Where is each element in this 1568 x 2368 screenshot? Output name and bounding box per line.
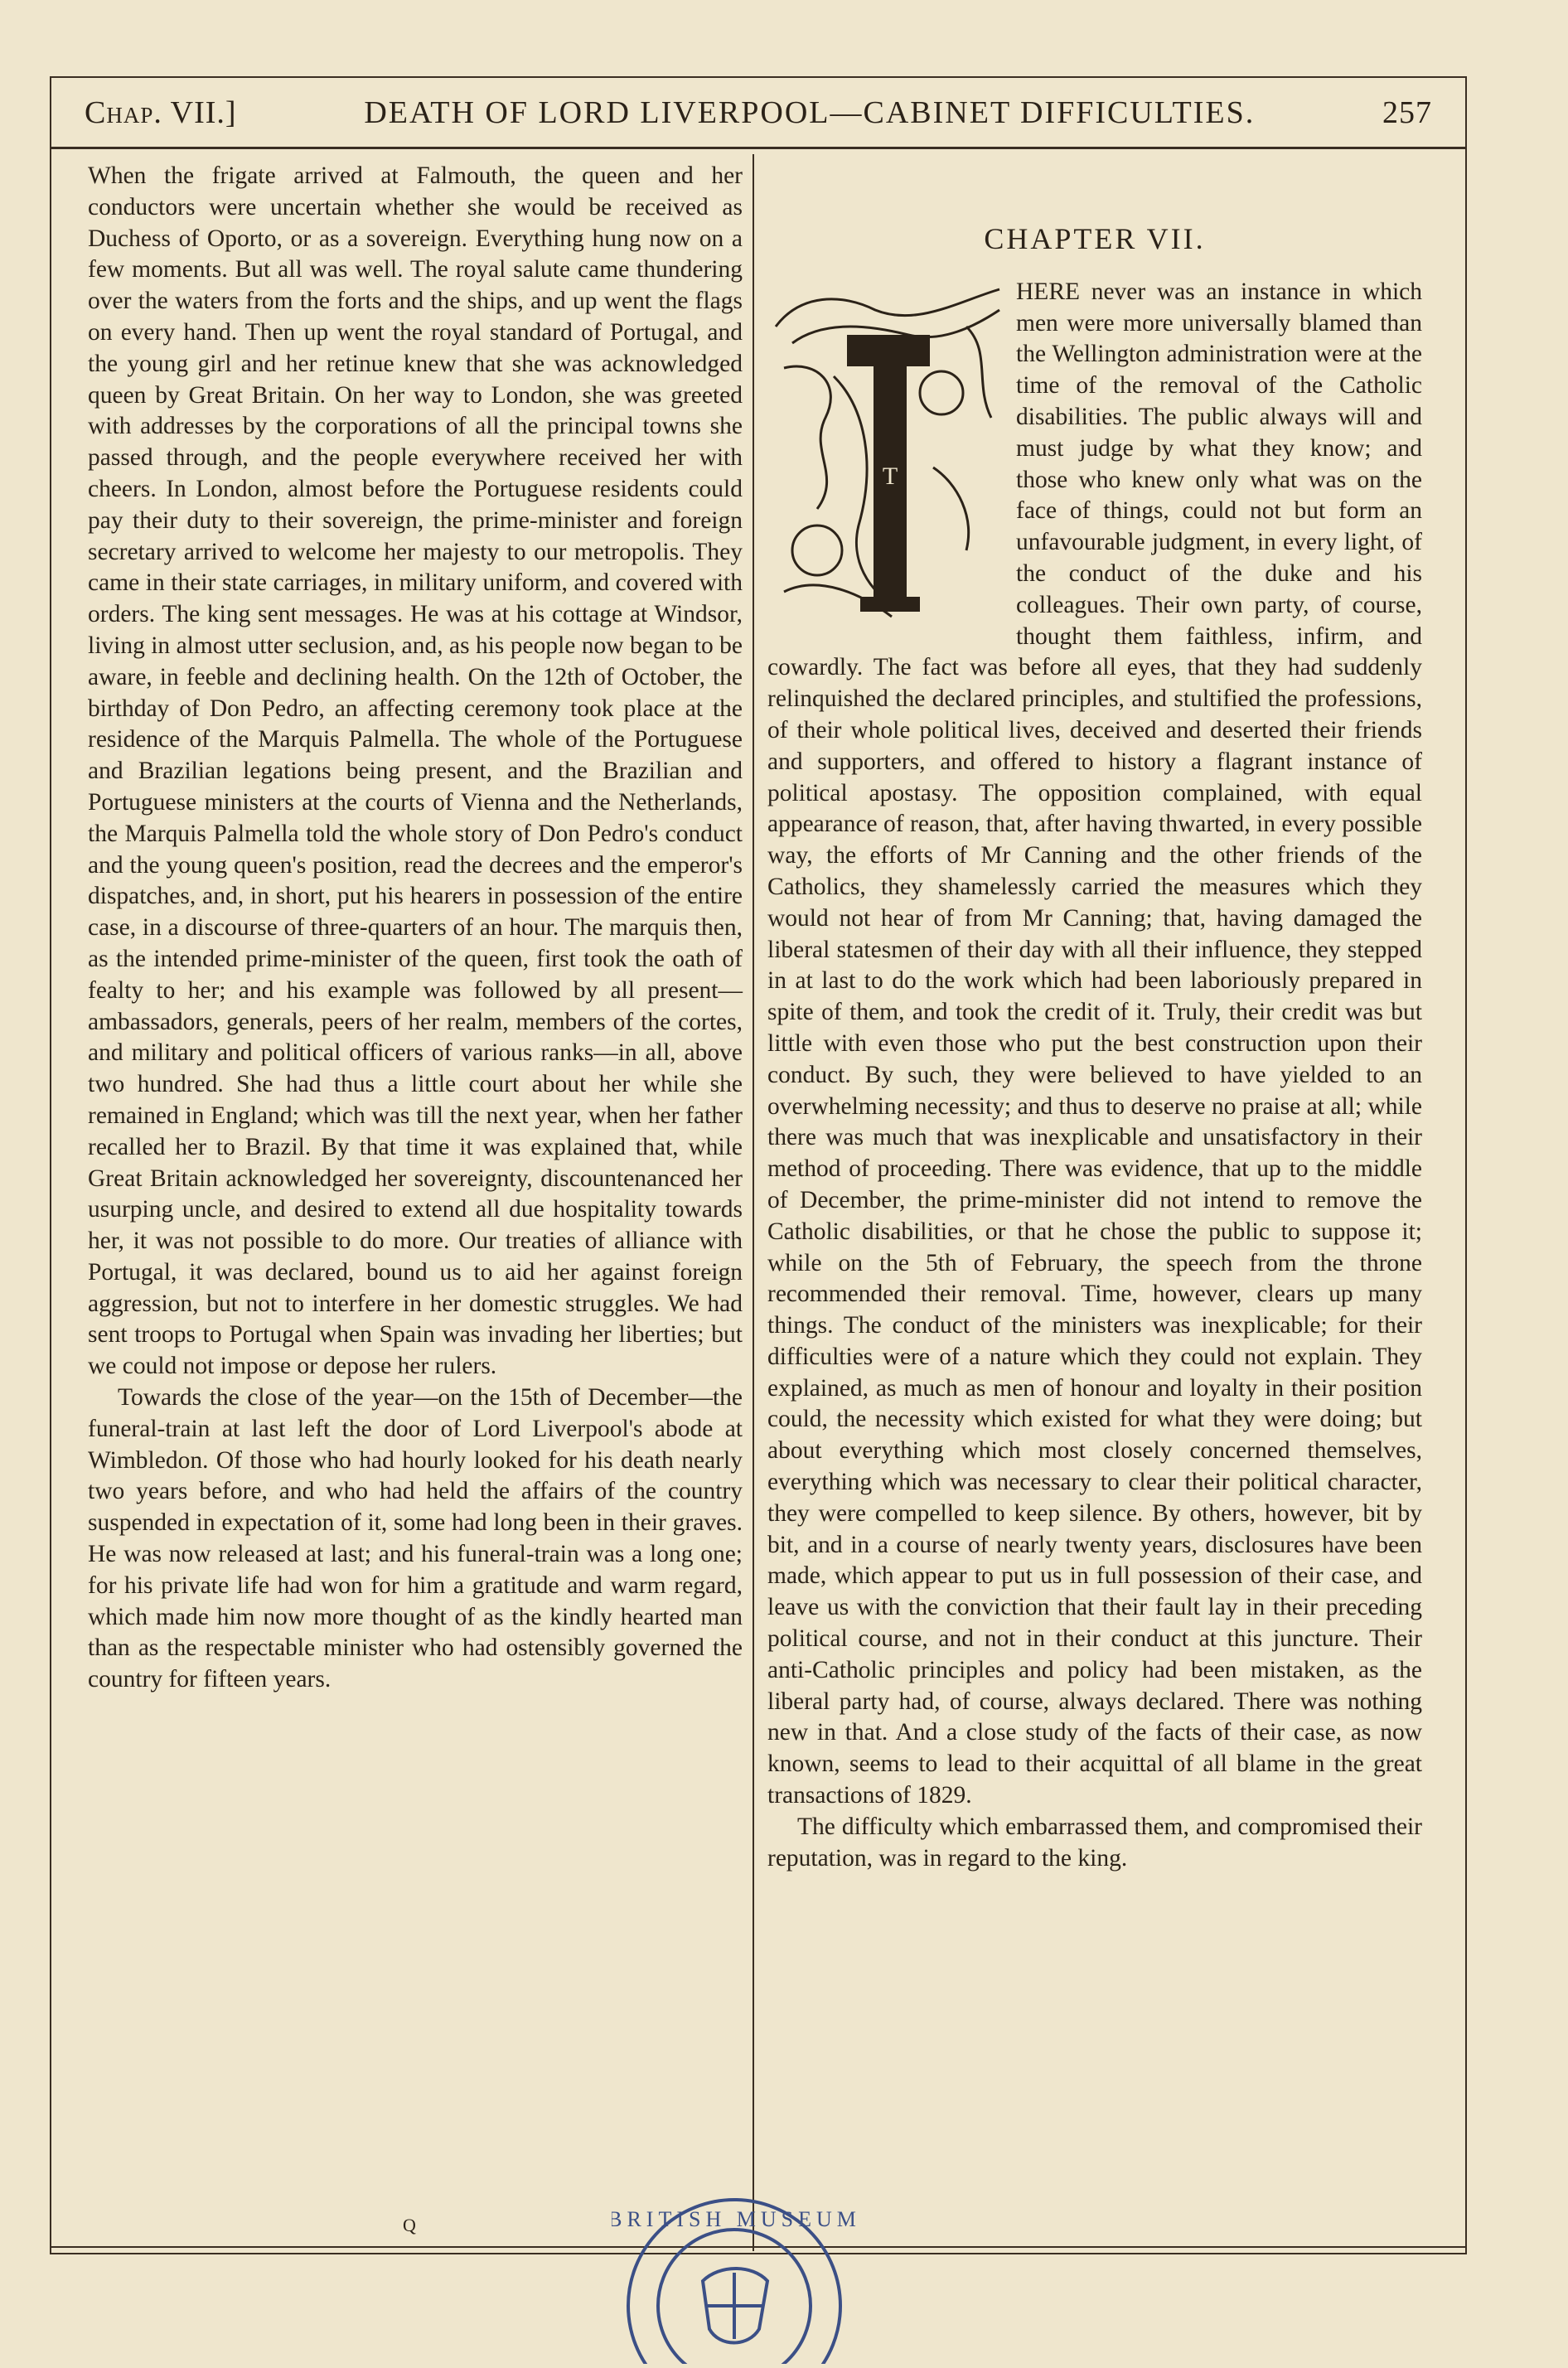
- left-column: [88, 161, 743, 1696]
- museum-seal-icon: [612, 2182, 857, 2364]
- decorated-initial: [767, 277, 1009, 625]
- right-column: [767, 161, 1422, 1874]
- chapter-label: Chap. VII.]: [85, 94, 237, 130]
- svg-text:T: T: [882, 462, 898, 490]
- column-divider: [753, 154, 754, 2251]
- page-number: 257: [1382, 94, 1432, 130]
- signature-mark: Q: [403, 2215, 416, 2235]
- running-title: DEATH OF LORD LIVERPOOL—CABINET DIFFICULTIES.: [364, 94, 1256, 130]
- paragraph: HERE never was an instance in which men were more universally blamed than the Wellington administration were at the time of the removal of the Catholic disabilities. The public always will and must judge by what they know; and those who knew only what was on the face of things, could not but form an unfavourable judgment, in every light, of the conduct of the duke and his colleagues. Their own party, of course, thought them faithless, infirm, and cowardly. The fact was before all eyes, that they had suddenly relinquished the declared principles, and stultified the professions, of their whole political lives, deceived and deserted their friends and supporters, and offered to history a flagrant instance of political apostasy. The opposition complained, with equal appearance of reason, that, after having thwarted, in every possible way, the efforts of Mr Canning and the other friends of the Catholics, they shamelessly carried the measures which they would not hear of from Mr Canning; that, having damaged the liberal statesmen of their day with all their influence, they stepped in at last to do the work which had been laboriously prepared in spite of them, and took the credit of it. Truly, their credit was but little with even those who put the best construction upon their conduct. By such, they were believed to have yielded to an overwhelming necessity; and thus to deserve no praise at all; while there was much that was inexplicable and unsatisfactory in their method of proceeding. There was evidence, that up to the middle of December, the prime-minister did not intend to remove the Catholic disabilities, or that he chose the public to suppose it; while on the 5th of February, the speech from the throne recommended their removal. Time, however, clears up many things. The conduct of the ministers was inexplicable; for their difficulties were of a nature which they could not explain. They explained, as much as men of honour and loyalty in their position could, the necessity which existed for what they were doing; but about everything which most closely concerned themselves, everything which was necessary to clear their political character, they were compelled to keep silence. By others, however, bit by bit, and in a course of nearly twenty years, disclosures have been made, which appear to put us in full possession of their case, and leave us with the conviction that their fault lay in their preceding political course, and not in their conduct at this juncture. Their anti-Catholic principles and policy had been mistaken, as the liberal party had, of course, always declared. There was nothing new in that. And a close study of the facts of their case, as now known, seems to lead to their acquittal of all blame in the great transactions of 1829.: [767, 278, 1422, 1809]
- running-header: [51, 78, 1465, 149]
- paragraph: The difficulty which embarrassed them, and compromised their reputation, was in regard to the king.: [767, 1813, 1422, 1872]
- paragraph: Towards the close of the year—on the 15th of December—the funeral-train at last left the door of Lord Liverpool's abode at Wimbledon. Of those who had hourly looked for his death nearly two years before, and who had held the affairs of the country suspended in expectation of it, some had long been in their graves. He was now released at last; and his funeral-train was a long one; for his private life had won for him a gratitude and warm regard, which made him now more thought of as the kindly hearted man than as the respectable minister who had ostensibly governed the country for fifteen years.: [88, 1384, 743, 1693]
- page-frame: [50, 76, 1467, 2254]
- library-stamp: [612, 2182, 857, 2364]
- chapter-heading: CHAPTER VII.: [984, 222, 1206, 255]
- ornamental-initial-t-icon: [767, 277, 1009, 625]
- paragraph: When the frigate arrived at Falmouth, the queen and her conductors were uncertain whether she would be received as Duchess of Oporto, or as a sovereign. Everything hung now on a few moments. But all was well. The royal salute came thundering over the waters from the forts and the ships, and up went the flags on every hand. Then up went the royal standard of Portugal, and the young girl and her retinue knew that she was acknowledged queen by Great Britain. On her way to London, she was greeted with addresses by the corporations of all the principal towns she passed through, and the people everywhere received her with cheers. In London, almost before the Portuguese residents could pay their duty to their sovereign, the prime-minister and foreign secretary arrived to welcome her majesty to our metropolis. They came in their state carriages, in military uniform, and covered with orders. The king sent messages. He was at his cottage at Windsor, living in almost utter seclusion, and, as his people now began to be aware, in feeble and declining health. On the 12th of October, the birthday of Don Pedro, an affecting ceremony took place at the residence of the Marquis Palmella. The whole of the Portuguese and Brazilian legations being present, and the Brazilian and Portuguese ministers at the courts of Vienna and the Netherlands, the Marquis Palmella told the whole story of Don Pedro's conduct and the young queen's position, read the decrees and the emperor's dispatches, and, in short, put his hearers in possession of the entire case, in a discourse of three-quarters of an hour. The marquis then, as the intended prime-minister of the queen, first took the oath of fealty to her; and his example was followed by all present—ambassadors, generals, peers of her realm, members of the cortes, and military and political officers of various ranks—in all, above two hundred. She had thus a little court about her while she remained in England; which was till the next year, when her father recalled her to Brazil. By that time it was explained that, while Great Britain acknowledged her sovereignty, discountenanced her usurping uncle, and desired to extend all due hospitality towards her, it was not possible to do more. Our treaties of alliance with Portugal, it was declared, bound us to aid her against foreign aggression, but not to interfere in her domestic struggles. We had sent troops to Portugal when Spain was invading her liberties; but we could not impose or depose her rulers.: [88, 162, 743, 1380]
- svg-text:BRITISH MUSEUM: BRITISH MUSEUM: [612, 2207, 857, 2231]
